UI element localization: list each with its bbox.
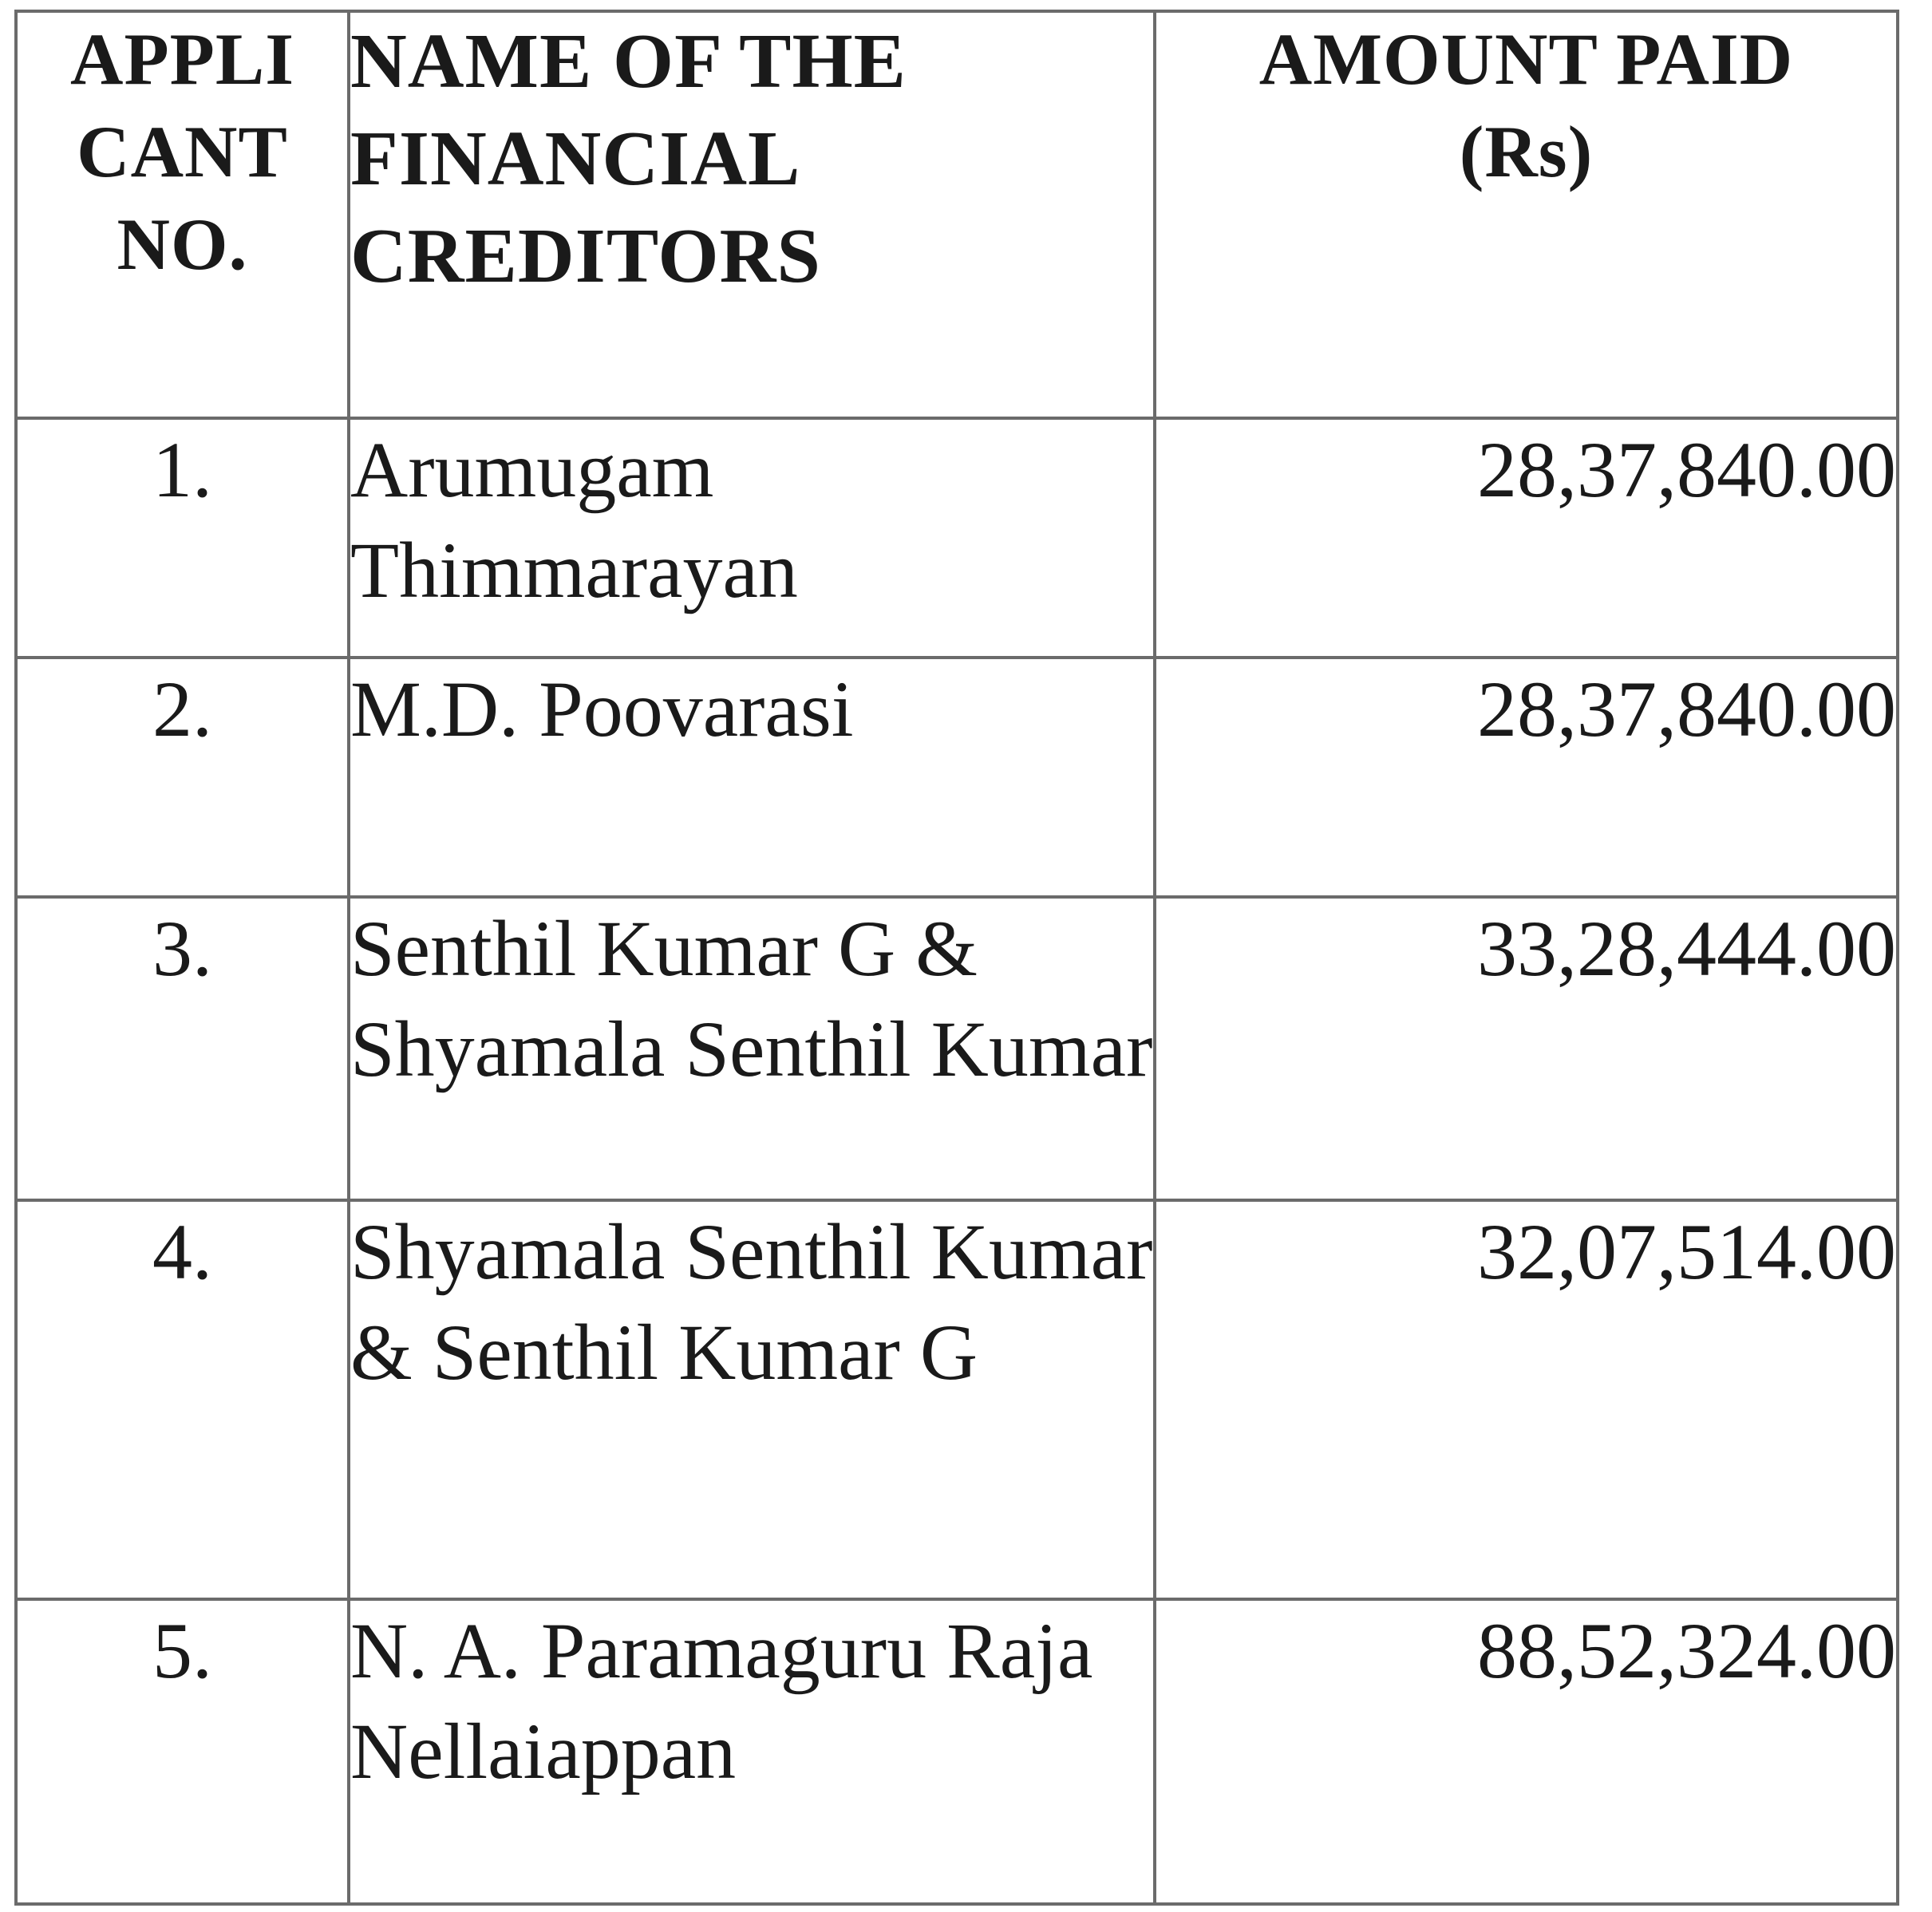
creditor-name-cell: Senthil Kumar G & Shyamala Senthil Kumar — [349, 897, 1155, 1200]
document-page — [14, 10, 1896, 1902]
header-amount-paid-line: (Rs) — [1459, 111, 1594, 192]
amount-paid-cell: 88,52,324.00 — [1155, 1599, 1898, 1904]
applicant-no-cell: 3. — [16, 897, 349, 1200]
creditor-name-cell: M.D. Poovarasi — [349, 658, 1155, 897]
creditor-name-cell: Arumugam Thimmarayan — [349, 418, 1155, 658]
header-creditor-name-line: NAME OF THE — [350, 18, 907, 105]
table-row — [16, 1200, 1898, 1599]
header-row — [16, 11, 1898, 418]
header-amount-paid — [1155, 11, 1898, 418]
header-applicant-no-line: CANT — [77, 111, 288, 192]
amount-paid-cell: 33,28,444.00 — [1155, 897, 1898, 1200]
header-applicant-no — [16, 11, 349, 418]
header-creditor-name-line: CREDITORS — [350, 213, 821, 299]
table-row — [16, 897, 1898, 1200]
applicant-no-cell: 2. — [16, 658, 349, 897]
amount-paid-cell: 32,07,514.00 — [1155, 1200, 1898, 1599]
amount-paid-cell: 28,37,840.00 — [1155, 658, 1898, 897]
table-row — [16, 658, 1898, 897]
financial-creditors-table — [14, 10, 1899, 1906]
header-applicant-no-line: APPLI — [70, 18, 294, 100]
applicant-no-cell: 5. — [16, 1599, 349, 1904]
applicant-no-cell: 4. — [16, 1200, 349, 1599]
creditor-name-cell: Shyamala Senthil Kumar & Senthil Kumar G — [349, 1200, 1155, 1599]
header-applicant-no-line: NO. — [117, 203, 248, 285]
amount-paid-cell: 28,37,840.00 — [1155, 418, 1898, 658]
table-row — [16, 418, 1898, 658]
applicant-no-cell: 1. — [16, 418, 349, 658]
header-creditor-name — [349, 11, 1155, 418]
creditor-name-cell: N. A. Paramaguru Raja Nellaiappan — [349, 1599, 1155, 1904]
header-amount-paid-line: AMOUNT PAID — [1258, 18, 1794, 100]
table-row — [16, 1599, 1898, 1904]
header-creditor-name-line: FINANCIAL — [350, 116, 801, 202]
